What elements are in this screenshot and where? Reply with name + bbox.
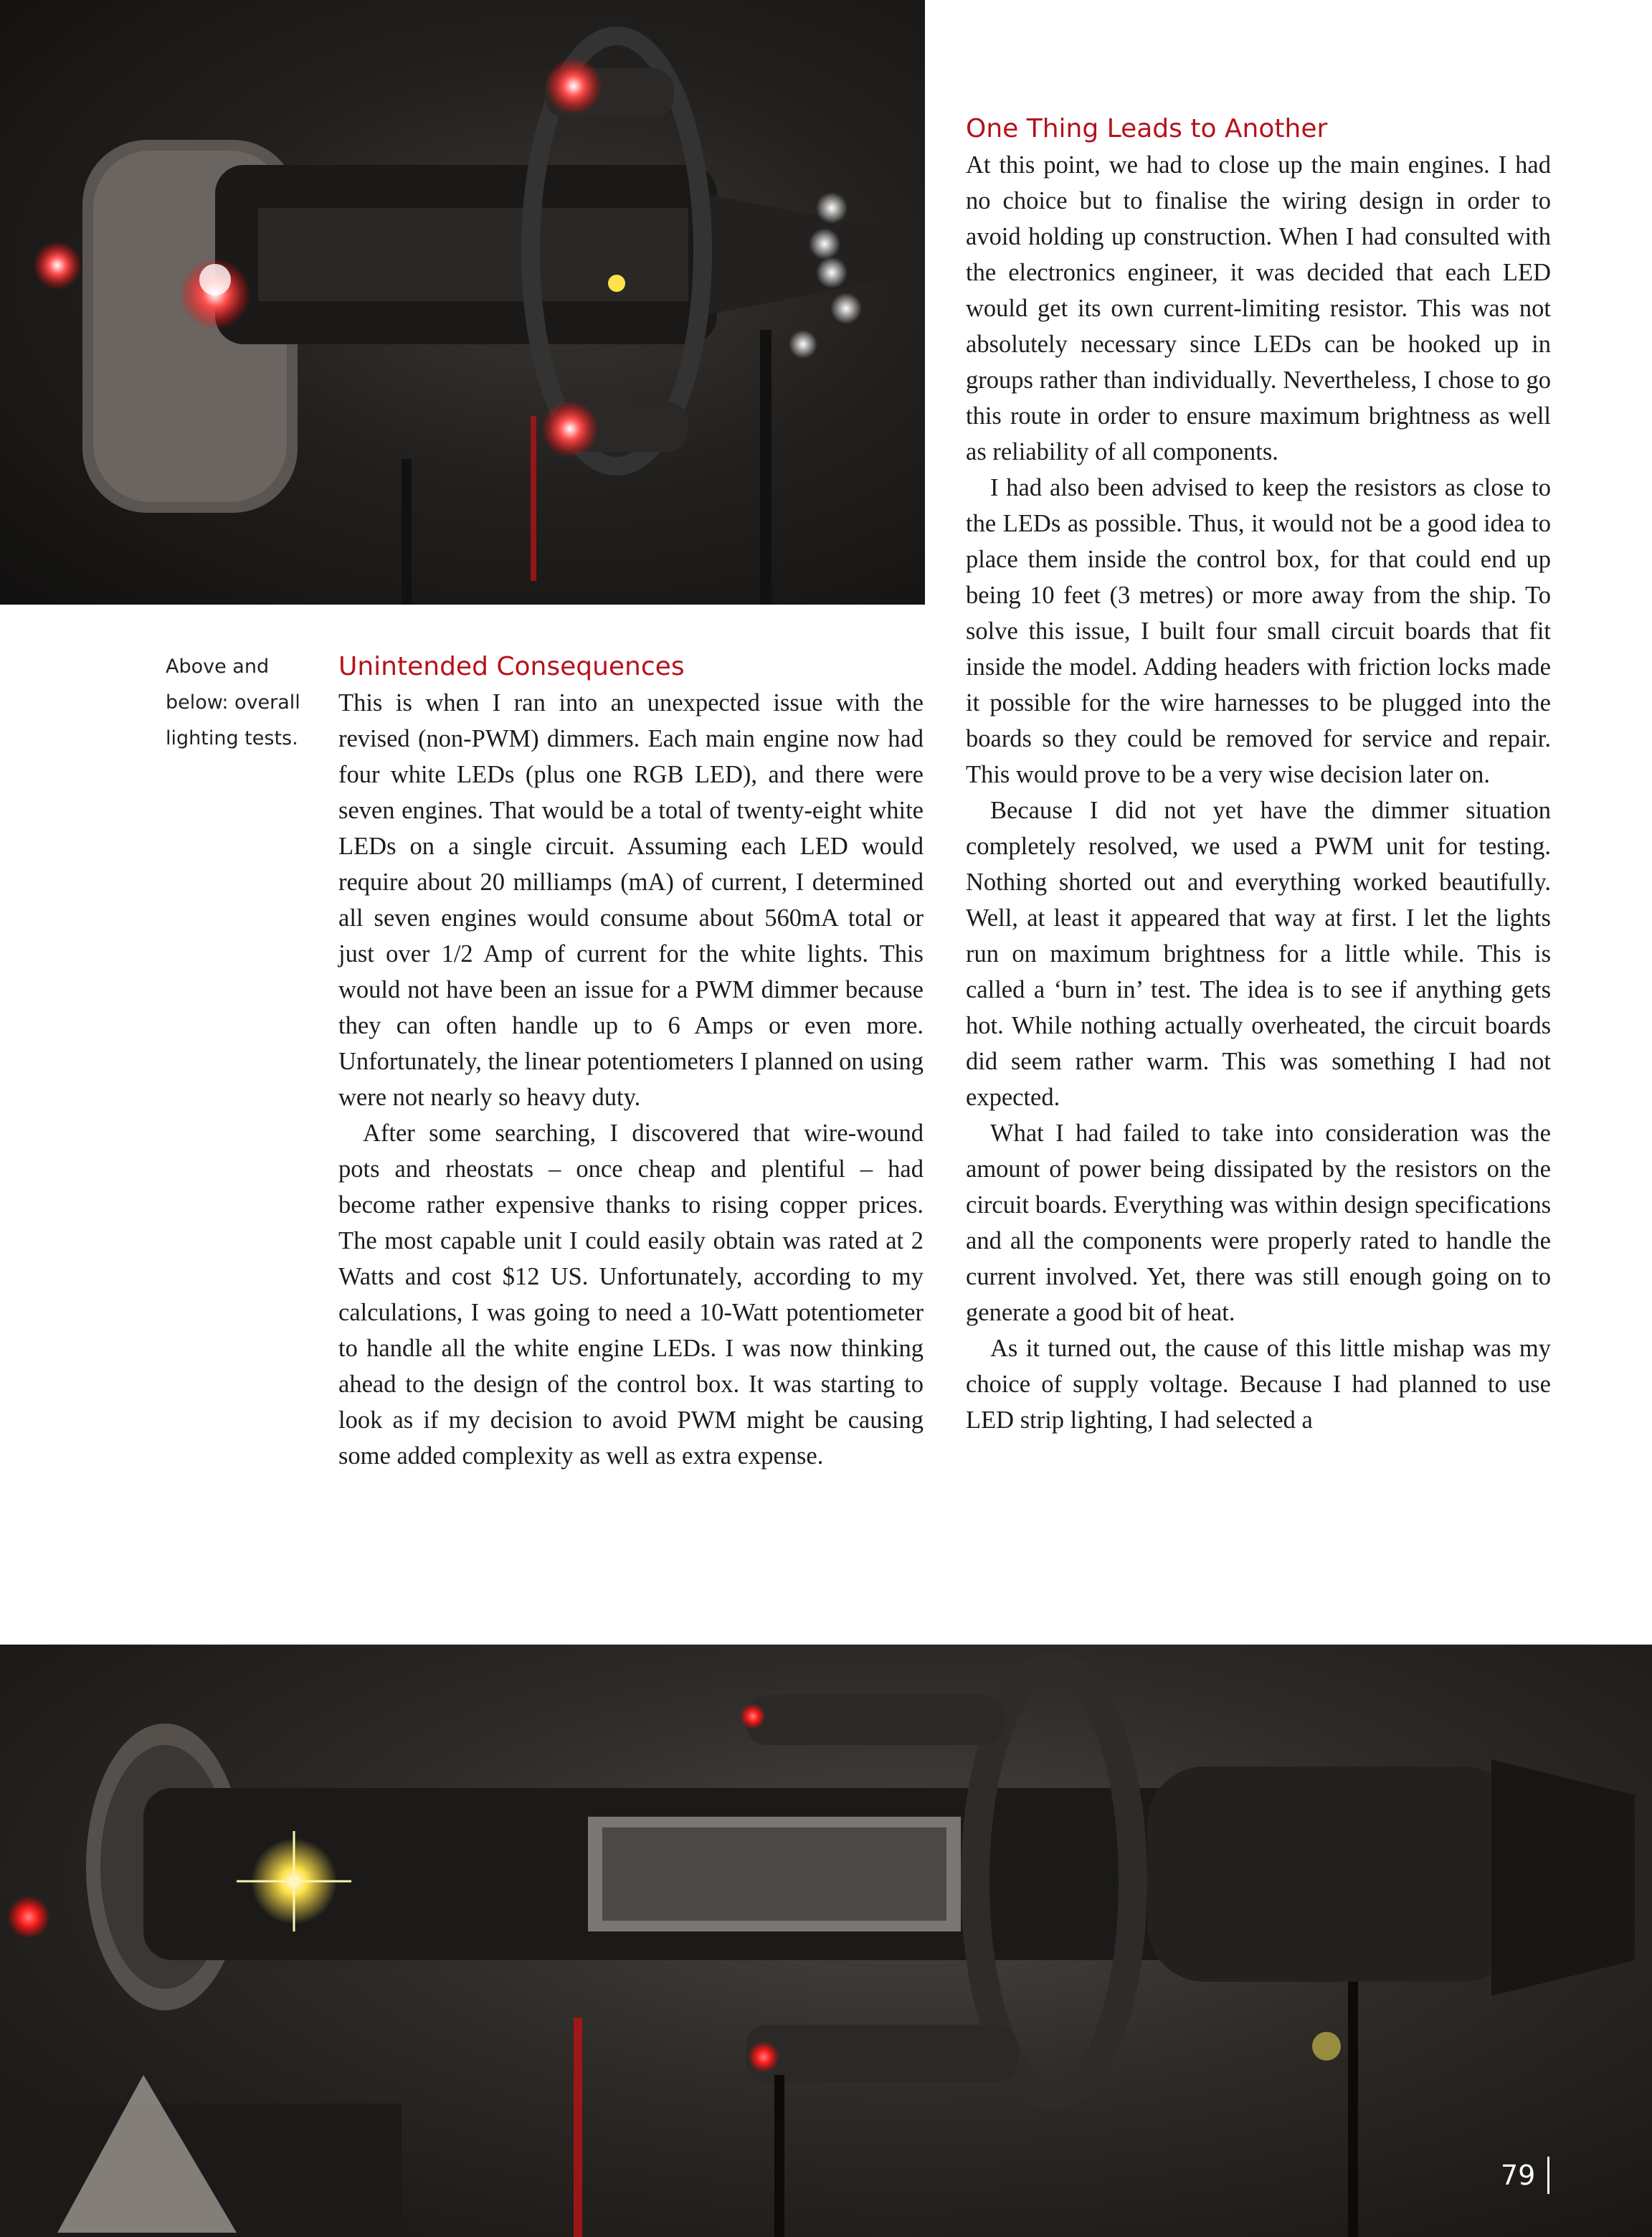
photo-top-lighting-test [0,0,925,605]
body-paragraph: After some searching, I discovered that wire-wound pots and rheostats – once cheap and plentiful – had become rather expensive thanks to rising copper prices. The most capable unit I could easily obtain was rated at 2 Watts and cost $12 US. Unfortunately, according to my calculations, I was going to need a 10-Watt potentiometer to handle all the white engine LEDs. I was now thinking ahead to the design of the control box. It was starting to look as if my decision to avoid PWM might be causing some added complexity as well as extra expense. [338,1120,924,1470]
body-paragraph: This is when I ran into an unexpected issue with the revised (non-PWM) dimmers. Each main engine now had four white LEDs (plus one RGB LED), and there were seven engines. That would be a total of twenty-eight white LEDs on a single circuit. Assuming each LED would require about 20 milliamps (mA) of current, I determined all seven engines would consume about 560mA total or just over 1/2 Amp of current for the white lights. This would not have been an issue for a PWM dimmer because they can often handle up to 6 Amps or even more. Unfortunately, the linear potentiometers I planned on using were not nearly so heavy duty. [338,689,924,1111]
body-paragraph: At this point, we had to close up the main engines. I had no choice but to finalise the wiring design in order to avoid holding up construction. When I had consulted with the electronics engineer, it was decided that each LED would get its own current-limiting resistor. This was not absolutely necessary since LEDs can be hooked up in groups rather than individually. Nevertheless, I chose to go this route in order to ensure maximum brightness as well as reliability of all components. [966,151,1551,465]
section-heading-one-thing-leads-to-another: One Thing Leads to Another [966,114,1328,143]
body-paragraph: Because I did not yet have the dimmer situation completely resolved, we used a PWM unit for testing. Nothing shorted out and everything worked beautifully. Well, at least it appeared that way at first. I let the lights run on maximum brightness for a little while. This is called a ‘burn in’ test. The idea is to see if anything gets hot. While nothing actually overheated, the circuit boards did seem rather warm. This was something I had not expected. [966,797,1551,1111]
body-paragraph: I had also been advised to keep the resistors as close to the LEDs as possible. Thus, it would not be a good idea to place them inside the control box, for that could end up being 10 feet (3 metres) or more away from the ship. To solve this issue, I built four small circuit boards that fit inside the model. Adding headers with friction locks made it possible for the wire harnesses to be plugged into the boards so they could be removed for service and repair. This would prove to be a very wise decision later on. [966,474,1551,788]
photo-bottom-lighting-test [0,1645,1652,2237]
right-column [966,111,1551,1438]
page-number: 79 [1501,2160,1536,2191]
body-paragraph: What I had failed to take into consideration was the amount of power being dissipated by the resistors on the circuit boards. Everything was within design specifications and all the components were properly rated to handle the current involved. Yet, there was still enough going on to generate a good bit of heat. [966,1120,1551,1326]
page-number-divider [1547,2157,1549,2194]
left-column [338,649,924,1474]
section-heading-unintended-consequences: Unintended Consequences [338,652,685,681]
body-paragraph: As it turned out, the cause of this little mishap was my choice of supply voltage. Because I had planned to use LED strip lighting, I had selected a [966,1335,1551,1434]
photo-caption: Above and below: overall lighting tests. [166,656,300,749]
